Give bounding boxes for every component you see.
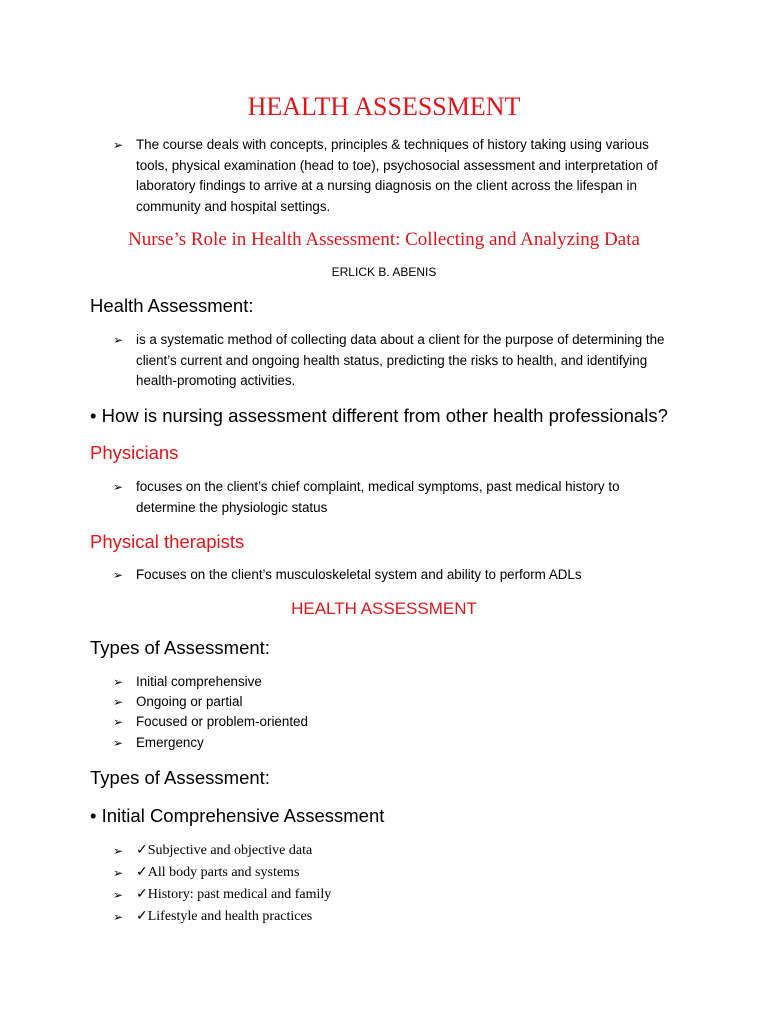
list-item-text: Initial comprehensive [136, 674, 262, 689]
intro-paragraph [113, 135, 678, 217]
arrow-bullet-icon: ➢ [113, 715, 124, 729]
types-heading: Types of Assessment: [90, 637, 270, 658]
list-item-text: ✓Lifestyle and health practices [136, 909, 313, 924]
therapists-text: Focuses on the client’s musculoskeletal system and ability to perform ADLs [136, 567, 582, 582]
list-item [113, 862, 678, 884]
list-item [113, 906, 678, 928]
list-item [113, 840, 678, 862]
list-item [113, 884, 678, 906]
definition-text: is a systematic method of collecting data about a client for the purpose of determining the client’s current and ongoing health status, predicting the risks to health, and identifying health-promoting activities. [136, 332, 665, 388]
arrow-bullet-icon: ➢ [113, 138, 124, 152]
list-item-text: ✓All body parts and systems [136, 865, 300, 880]
page-title: HEALTH ASSESSMENT [247, 92, 521, 121]
types2-heading: Types of Assessment: [90, 767, 270, 788]
arrow-bullet-icon: ➢ [113, 480, 124, 494]
arrow-bullet-icon: ➢ [113, 844, 124, 858]
arrow-bullet-icon: ➢ [113, 910, 124, 924]
list-item [113, 692, 678, 713]
definition-heading: Health Assessment: [90, 295, 254, 316]
list-item-text: Emergency [136, 735, 204, 750]
physicians-item [113, 477, 678, 518]
therapists-item [113, 565, 678, 586]
arrow-bullet-icon: ➢ [113, 333, 124, 347]
arrow-bullet-icon: ➢ [113, 888, 124, 902]
arrow-bullet-icon: ➢ [113, 736, 124, 750]
list-item-text: ✓History: past medical and family [136, 887, 332, 902]
definition-item [113, 330, 678, 392]
arrow-bullet-icon: ➢ [113, 568, 124, 582]
list-item-text: Focused or problem-oriented [136, 714, 308, 729]
physicians-text: focuses on the client’s chief complaint, medical symptoms, past medical history to determine the physiologic status [136, 479, 620, 515]
question-heading: • How is nursing assessment different from other health professionals? [90, 405, 668, 426]
arrow-bullet-icon: ➢ [113, 866, 124, 880]
arrow-bullet-icon: ➢ [113, 695, 124, 709]
arrow-bullet-icon: ➢ [113, 675, 124, 689]
therapists-heading: Physical therapists [90, 531, 245, 552]
list-item [113, 733, 678, 754]
physicians-heading: Physicians [90, 442, 179, 463]
document-subtitle: Nurse’s Role in Health Assessment: Collecting and Analyzing Data [128, 229, 640, 250]
list-item-text: ✓Subjective and objective data [136, 843, 313, 858]
section-title: HEALTH ASSESSMENT [291, 599, 477, 618]
list-item [113, 672, 678, 693]
types2-subheading: • Initial Comprehensive Assessment [90, 805, 385, 826]
list-item [113, 712, 678, 733]
intro-text: The course deals with concepts, principles & techniques of history taking using various tools, physical examination (head to toe), psychosocial assessment and interpretation of laboratory findings to arrive at a nursing diagnosis on the client across the lifespan in community and hospital settings. [136, 137, 658, 214]
list-item-text: Ongoing or partial [136, 694, 243, 709]
author-name: ERLICK B. ABENIS [331, 265, 437, 279]
